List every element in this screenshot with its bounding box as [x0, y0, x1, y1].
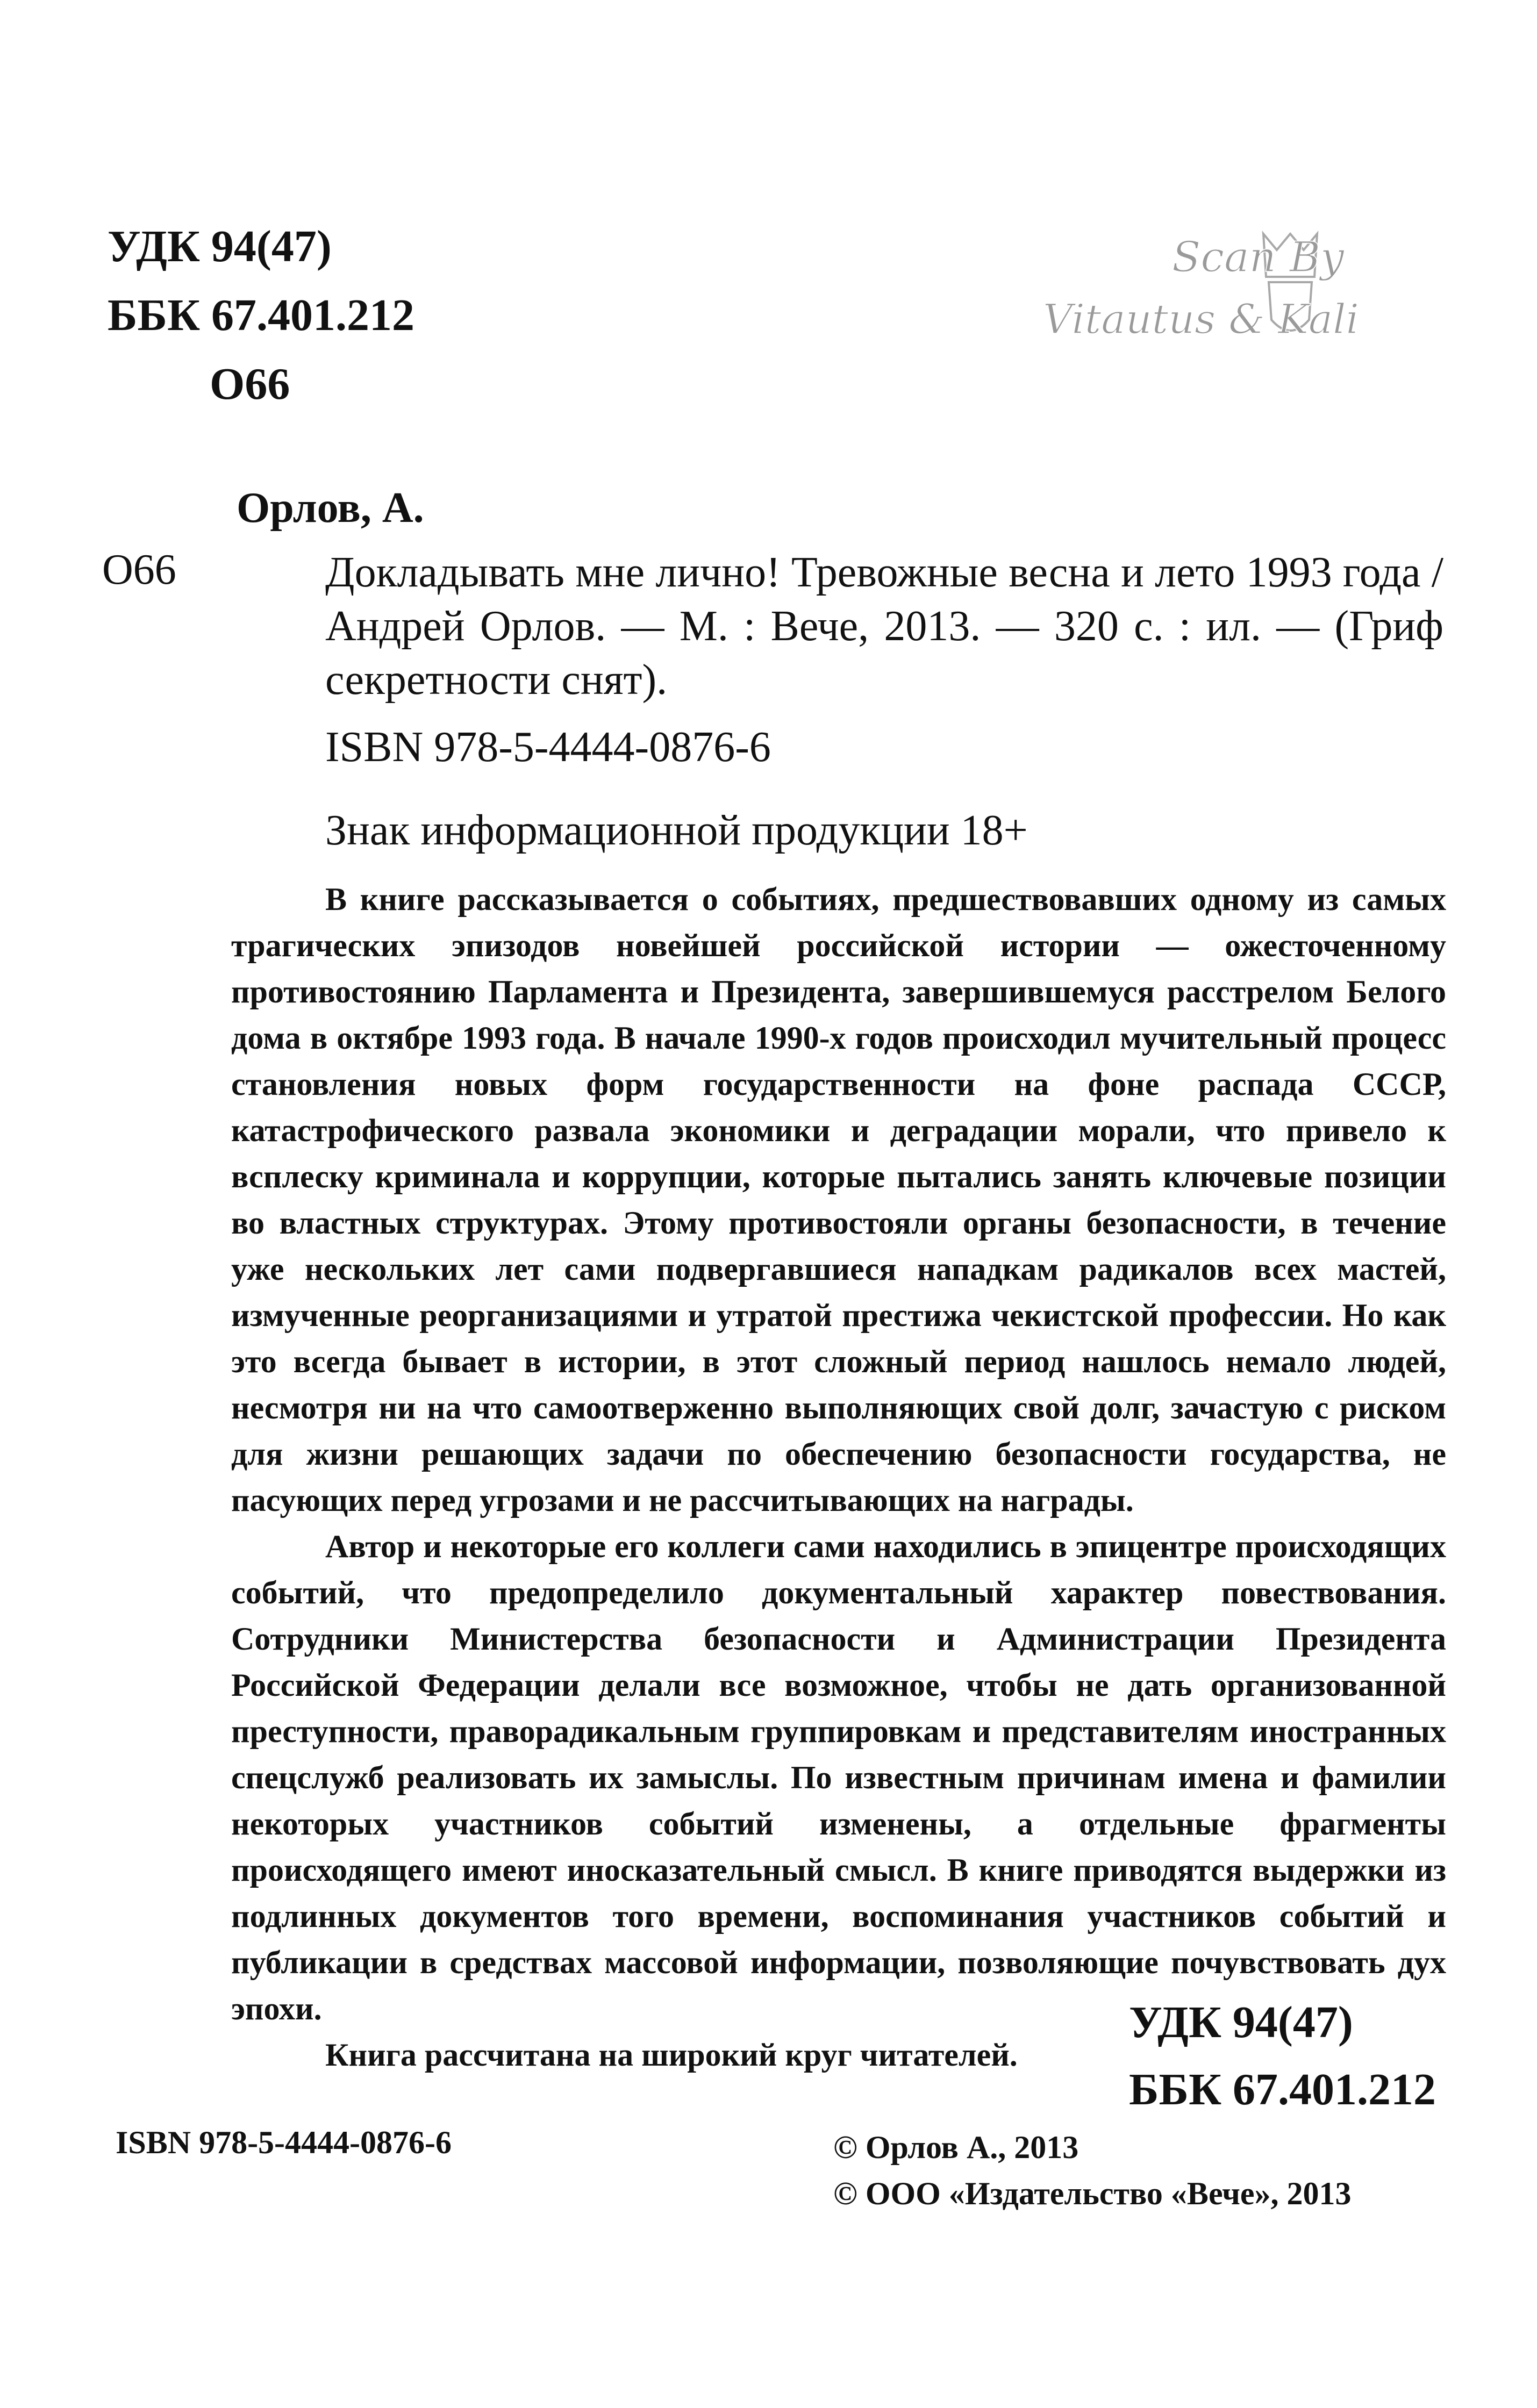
annotation [231, 876, 1446, 2078]
author-heading: Орлов, А. [237, 484, 424, 532]
isbn-bottom: ISBN 978-5-4444-0876-6 [116, 2125, 452, 2160]
watermark-line-1: Scan By [1172, 233, 1345, 282]
bbk-code: ББК 67.401.212 [108, 290, 414, 340]
scanner-watermark [1038, 212, 1414, 368]
classification-codes-bottom [1129, 1989, 1436, 2123]
author-mark-code: О66 [210, 359, 290, 409]
bibliographic-description: Докладывать мне лично! Тревожные весна и лето 1993 года / Андрей Орлов. — М. : Вече, 2013. — 320 с. : ил. — (Гриф секретности снят). [325, 549, 1443, 704]
copyright-publisher: © ООО «Издательство «Вече», 2013 [833, 2176, 1352, 2211]
annotation-paragraph: Книга рассчитана на широкий круг читателей. [325, 2037, 1018, 2073]
info-product-sign: Знак информационной продукции 18+ [325, 807, 1028, 854]
isbn-entry: ISBN 978-5-4444-0876-6 [325, 723, 771, 771]
classification-codes-top [108, 212, 414, 419]
watermark-line-2: Vitautus & Kali [1043, 295, 1359, 343]
udk-code: УДК 94(47) [108, 221, 332, 271]
author-mark: О66 [102, 546, 176, 593]
watermark-graphic [1038, 212, 1414, 368]
copyright-block [833, 2124, 1352, 2217]
annotation-paragraph: Автор и некоторые его коллеги сами находились в эпицентре происходящих событий, что предопределило документальный характер повествования. Сотрудники Министерства безопасности и Администрации Президента Российской Федерации делали все возможное, чтобы не дать организованной преступности, праворадикальным группировкам и представителям иностранных спецслужб реализовать их замыслы. По известным причинам имена и фамилии некоторых участников событий изменены, а отдельные фрагменты происходящего имеют иносказательный смысл. В книге приводятся выдержки из подлинных документов того времени, воспоминания участников событий и публикации в средствах массовой информации, позволяющие почувствовать дух эпохи. [231, 1529, 1446, 2026]
udk-code-bottom: УДК 94(47) [1129, 1997, 1353, 2047]
bbk-code-bottom: ББК 67.401.212 [1129, 2065, 1436, 2115]
copyright-author: © Орлов А., 2013 [833, 2130, 1079, 2165]
annotation-paragraph: В книге рассказывается о событиях, предшествовавших одному из самых трагических эпизодов новейшей российской истории — ожесточенному противостоянию Парламента и Президента, завершившемуся расстрелом Белого дома в октябре 1993 года. В начале 1990-х годов происходил мучительный процесс становления новых форм государственности на фоне распада СССР, катастрофического развала экономики и деградации морали, что привело к всплеску криминала и коррупции, которые пытались занять ключевые позиции во властных структурах. Этому противостояли органы безопасности, в течение уже нескольких лет сами подвергавшиеся нападкам радикалов всех мастей, измученные реорганизациями и утратой престижа чекистской профессии. Но как это всегда бывает в истории, в этот сложный период нашлось немало людей, несмотря ни на что самоотверженно выполняющих свой долг, зачастую с риском для жизни решающих задачи по обеспечению безопасности государства, не пасующих перед угрозами и не рассчитывающих на награды. [231, 882, 1446, 1518]
